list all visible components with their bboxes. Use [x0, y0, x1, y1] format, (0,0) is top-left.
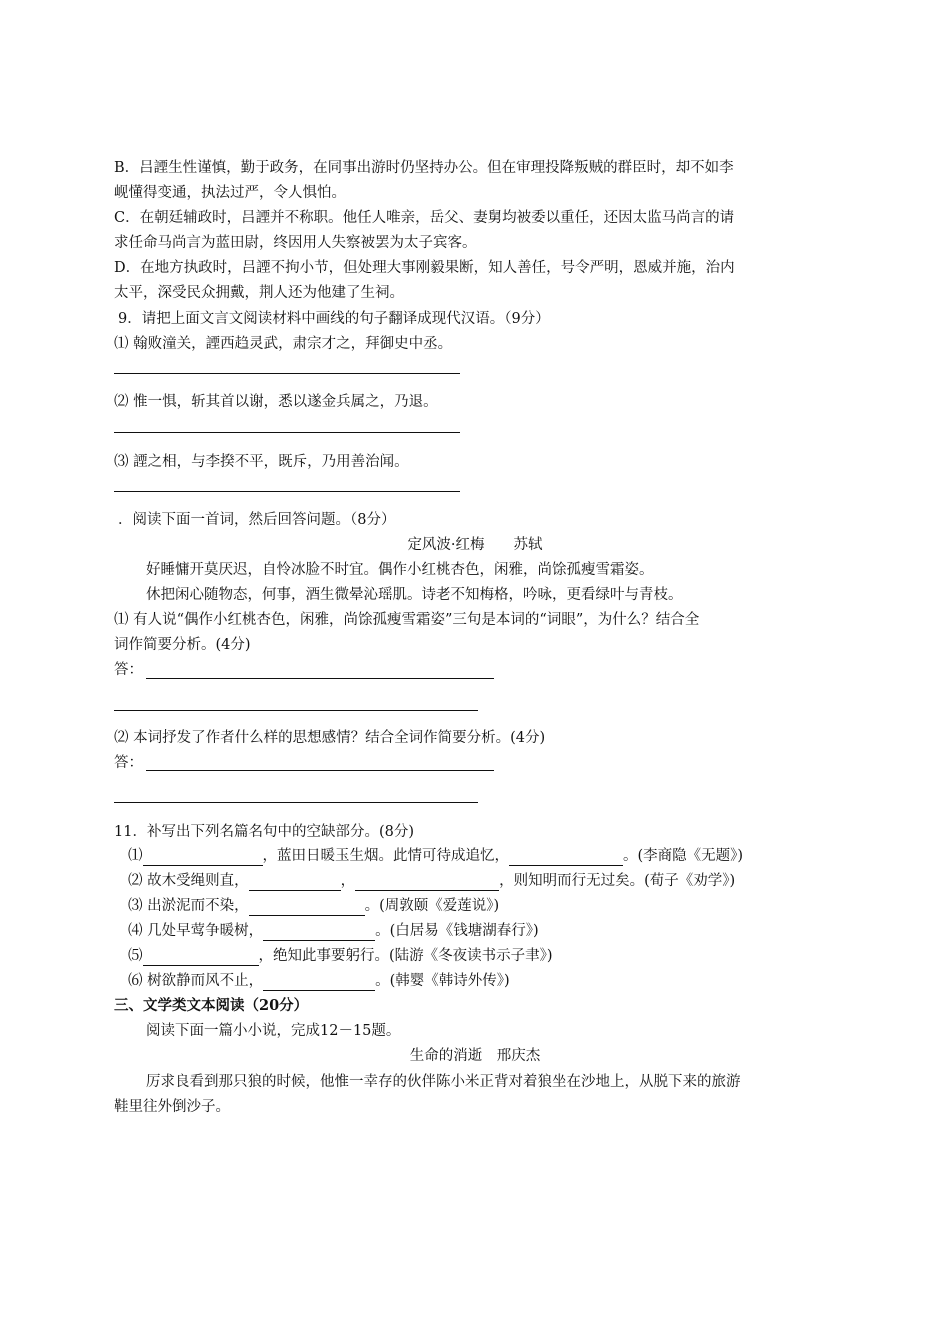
q10-sub1-line-2: 词作简要分析。(4分)	[114, 637, 251, 653]
q11-blank-1b[interactable]	[509, 849, 623, 866]
q11-title: 11．补写出下列名篇名句中的空缺部分。(8分)	[114, 824, 414, 840]
story-line-1: 厉求良看到那只狼的时候，他惟一幸存的伙伴陈小米正背对着狼坐在沙地上，从脱下来的旅游	[146, 1074, 741, 1090]
q11-item-2-part-a: ⑵ 故木受绳则直，	[128, 873, 249, 889]
section-3-intro: 阅读下面一篇小小说，完成12－15题。	[146, 1023, 401, 1039]
option-d-line-2: 太平，深受民众拥戴，荆人还为他建了生祠。	[114, 285, 404, 301]
q11-item-5-part-a: ⑸	[128, 948, 143, 964]
q11-item-1-part-b: ，蓝田日暖玉生烟。此情可待成追忆，	[262, 848, 509, 864]
q9-answer-line-2[interactable]	[114, 432, 460, 433]
q11-item-2	[128, 871, 735, 891]
q11-item-5-part-b: ，绝知此事要躬行。(陆游《冬夜读书示子聿》)	[258, 948, 553, 964]
q11-item-5	[128, 946, 553, 966]
q9-answer-line-1[interactable]	[114, 373, 460, 374]
q11-item-4-part-b: 。(白居易《钱塘湖春行》)	[375, 923, 539, 939]
q11-blank-1a[interactable]	[143, 849, 263, 866]
q11-blank-3[interactable]	[249, 899, 365, 916]
q11-item-1	[128, 846, 743, 866]
q11-item-6-part-b: 。(韩婴《韩诗外传》)	[375, 973, 510, 989]
q11-blank-4[interactable]	[263, 924, 375, 941]
q11-item-6	[128, 971, 510, 991]
q9-item-2: ⑵ 惟一惧，斩其首以谢，悉以遂金兵属之，乃退。	[114, 394, 438, 410]
poem-line-2: 休把闲心随物态，何事，酒生微晕沁瑶肌。诗老不知梅格，吟咏，更看绿叶与青枝。	[146, 587, 683, 603]
q10-sub2-answer-line-2[interactable]	[114, 802, 478, 803]
option-c-line-2: 求任命马尚言为蓝田尉，终因用人失察被罢为太子宾客。	[114, 235, 477, 251]
q10-sub2: ⑵ 本词抒发了作者什么样的思想感情？结合全词作简要分析。(4分)	[114, 730, 546, 746]
q10-sub1-answer-line-2[interactable]	[114, 710, 478, 711]
q11-blank-2a[interactable]	[249, 874, 341, 891]
q11-blank-2b[interactable]	[355, 874, 499, 891]
q10-sub1-line-1: ⑴ 有人说“偶作小红桃杏色，闲雅，尚馀孤瘦雪霜姿”三句是本词的“词眼”，为什么？结合全	[114, 612, 700, 628]
q11-item-3-part-a: ⑶ 出淤泥而不染，	[128, 898, 249, 914]
q11-item-4-part-a: ⑷ 几处早莺争暖树，	[128, 923, 264, 939]
q11-item-2-part-c: ，则知明而行无过矣。(荀子《劝学》)	[499, 873, 736, 889]
section-3-heading: 三、文学类文本阅读（20分）	[114, 997, 309, 1014]
option-d-line-1: D．在地方执政时，吕諲不拘小节，但处理大事刚毅果断，知人善任，号令严明，恩威并施，治内	[114, 260, 735, 276]
q10-sub2-answer-line-1[interactable]	[146, 770, 494, 771]
q10-sub1-answer-line-1[interactable]	[146, 678, 494, 679]
q11-item-1-part-c: 。(李商隐《无题》)	[623, 848, 744, 864]
story-line-2: 鞋里往外倒沙子。	[114, 1099, 230, 1115]
q9-title: 9．请把上面文言文阅读材料中画线的句子翻译成现代汉语。（9分）	[118, 311, 550, 327]
poem-title: 定风波·红梅 苏轼	[407, 537, 543, 553]
q9-item-1: ⑴ 翰败潼关，諲西趋灵武，肃宗才之，拜御史中丞。	[114, 336, 453, 352]
q11-item-6-part-a: ⑹ 树欲静而风不止，	[128, 973, 264, 989]
poem-line-1: 好睡慵开莫厌迟，自怜冰脸不时宜。偶作小红桃杏色，闲雅，尚馀孤瘦雪霜姿。	[146, 562, 654, 578]
q11-item-2-part-b: ，	[340, 873, 356, 889]
story-title: 生命的消逝 邢庆杰	[409, 1048, 541, 1064]
q11-item-1-part-a: ⑴	[128, 848, 143, 864]
q11-item-3	[128, 896, 499, 916]
q11-blank-5[interactable]	[143, 949, 259, 966]
q10-sub1-answer-label: 答：	[114, 662, 143, 678]
q10-sub2-answer-label: 答：	[114, 755, 143, 771]
option-b-line-2: 岘懂得变通，执法过严，令人惧怕。	[114, 185, 346, 201]
option-c-line-1: C．在朝廷辅政时，吕諲并不称职。他任人唯亲，岳父、妻舅均被委以重任，还因太监马尚言的请	[114, 210, 735, 226]
q11-item-4	[128, 921, 539, 941]
q9-answer-line-3[interactable]	[114, 491, 460, 492]
q11-item-3-part-b: 。(周敦颐《爱莲说》)	[364, 898, 500, 914]
option-b-line-1: B．吕諲生性谨慎，勤于政务，在同事出游时仍坚持办公。但在审理投降叛贼的群臣时，却不如李	[114, 160, 734, 176]
q9-item-3: ⑶ 諲之相，与李揆不平，既斥，乃用善治闻。	[114, 454, 409, 470]
q11-blank-6[interactable]	[263, 974, 375, 991]
q10-title: ．阅读下面一首词，然后回答问题。（8分）	[118, 512, 396, 528]
